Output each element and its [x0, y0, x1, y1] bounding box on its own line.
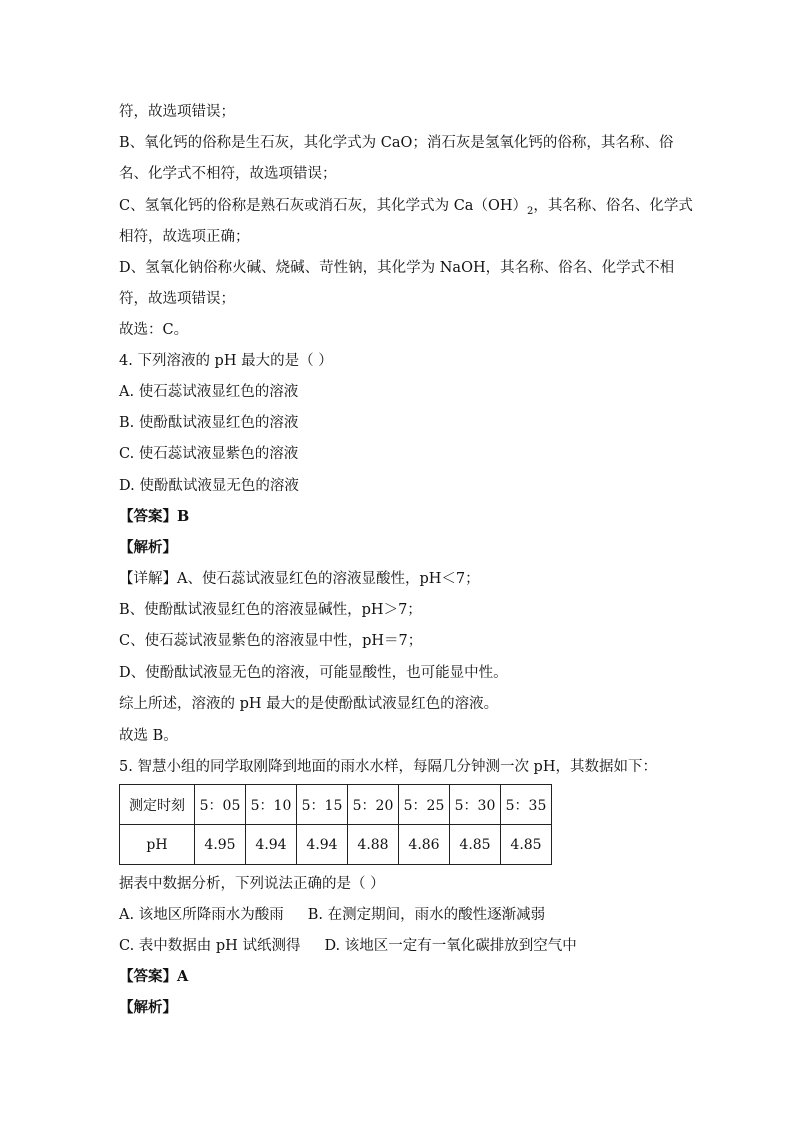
question-4-stem: 4. 下列溶液的 pH 最大的是（ ） [119, 353, 333, 369]
table-header-cell: 测定时刻 [120, 785, 195, 825]
question-4-detail: 故选 B。 [119, 728, 178, 744]
question-4-detail: D、使酚酞试液显无色的溶液，可能显酸性，也可能显中性。 [119, 665, 508, 681]
ph-cell: 4.86 [399, 825, 450, 865]
question-4-option-c: C. 使石蕊试液显紫色的溶液 [119, 446, 299, 462]
question-5-stem: 5. 智慧小组的同学取刚降到地面的雨水水样，每隔几分钟测一次 pH，其数据如下： [119, 759, 657, 775]
ph-cell: 4.85 [501, 825, 552, 865]
question-4-detail: 综上所述，溶液的 pH 最大的是使酚酞试液显红色的溶液。 [119, 696, 499, 712]
table-header-cell: pH [120, 825, 195, 865]
question-4-detail: 【详解】A、使石蕊试液显红色的溶液显酸性，pH＜7； [119, 571, 480, 587]
question-4-option-d: D. 使酚酞试液显无色的溶液 [119, 478, 299, 494]
text-fragment: ，其名称、俗名、化学式 [533, 198, 693, 214]
text-line: 名、化学式不相符，故选项错误； [119, 166, 337, 182]
table-row [120, 825, 552, 865]
question-4-option-b: B. 使酚酞试液显红色的溶液 [119, 415, 299, 431]
time-cell: 5：25 [399, 785, 450, 825]
question-4-analysis-label: 【解析】 [119, 539, 177, 556]
ph-cell: 4.94 [246, 825, 297, 865]
time-cell: 5：05 [195, 785, 246, 825]
time-cell: 5：35 [501, 785, 552, 825]
question-5-answer: 【答案】A [119, 968, 189, 985]
subscript: 2 [526, 205, 534, 217]
time-cell: 5：10 [246, 785, 297, 825]
text-line: B、氧化钙的俗称是生石灰，其化学式为 CaO；消石灰是氢氧化钙的俗称，其名称、俗 [119, 135, 674, 151]
question-5-option-a: A. 该地区所降雨水为酸雨 [119, 907, 284, 923]
ph-cell: 4.85 [450, 825, 501, 865]
time-cell: 5：30 [450, 785, 501, 825]
text-line: 符，故选项错误； [119, 291, 235, 307]
question-4-detail: C、使石蕊试液显紫色的溶液显中性，pH＝7； [119, 633, 423, 649]
question-5-options-row [119, 905, 679, 925]
text-line [119, 196, 693, 222]
time-cell: 5：15 [297, 785, 348, 825]
question-5-option-d: D. 该地区一定有一氧化碳排放到空气中 [324, 938, 577, 954]
question-4-answer: 【答案】B [119, 508, 190, 525]
question-4-option-a: A. 使石蕊试液显红色的溶液 [119, 384, 299, 400]
question-5-options-row [119, 936, 679, 956]
question-5-question: 据表中数据分析，下列说法正确的是（ ） [119, 876, 385, 892]
text-line: D、氢氧化钠俗称火碱、烧碱、苛性钠，其化学为 NaOH，其名称、俗名、化学式不相 [119, 260, 675, 276]
ph-data-table [119, 784, 552, 865]
text-fragment: C、氢氧化钙的俗称是熟石灰或消石灰，其化学式为 Ca（OH） [119, 198, 527, 214]
question-5-option-c: C. 表中数据由 pH 试纸测得 [119, 938, 301, 954]
text-line: 符，故选项错误； [119, 104, 235, 120]
text-line: 相符，故选项正确； [119, 229, 250, 245]
text-line: 故选：C。 [119, 322, 189, 338]
question-4-detail: B、使酚酞试液显红色的溶液显碱性，pH＞7； [119, 602, 422, 618]
question-5-option-b: B. 在测定期间，雨水的酸性逐渐减弱 [307, 907, 546, 923]
ph-cell: 4.95 [195, 825, 246, 865]
ph-cell: 4.88 [348, 825, 399, 865]
table-row [120, 785, 552, 825]
question-5-analysis-label: 【解析】 [119, 999, 177, 1016]
time-cell: 5：20 [348, 785, 399, 825]
ph-cell: 4.94 [297, 825, 348, 865]
